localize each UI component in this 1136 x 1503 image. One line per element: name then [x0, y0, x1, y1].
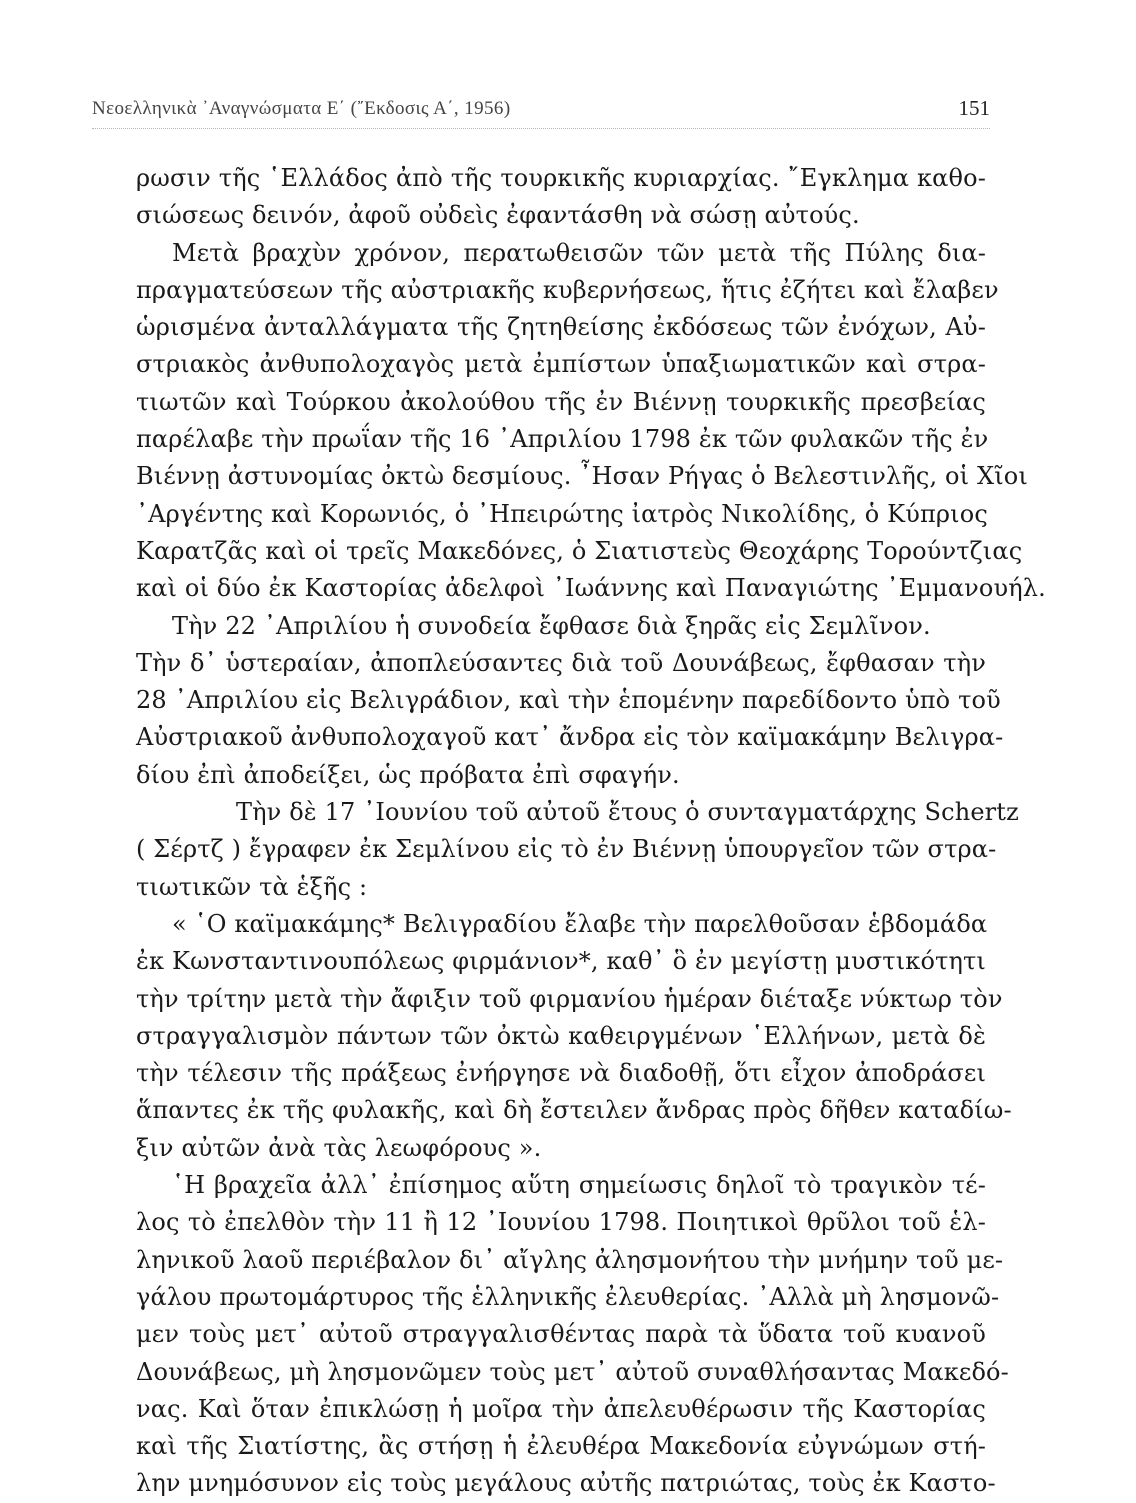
text-line: Καρατζᾶς καὶ οἱ τρεῖς Μακεδόνες, ὁ Σιατιστεὺς Θεοχάρης Τορούντζιας — [136, 536, 1023, 565]
text-line: Τὴν 22 ᾿Απριλίου ἡ συνοδεία ἔφθασε διὰ ξηρᾶς εἰς Σεμλῖνον. — [172, 611, 931, 640]
text-line: ῾Η βραχεῖα ἀλλ᾿ ἐπίσημος αὕτη σημείωσις δηλοῖ τὸ τραγικὸν τέ- — [172, 1171, 986, 1200]
text-line: καὶ οἱ δύο ἐκ Καστορίας ἀδελφοὶ ᾿Ιωάννης καὶ Παναγιώτης ᾿Εμμανουήλ. — [136, 574, 1046, 603]
text-line: 28 ᾿Απριλίου εἰς Βελιγράδιον, καὶ τὴν ἑπομένην παρεδίδοντο ὑπὸ τοῦ — [136, 686, 1001, 715]
text-line: Βιέννῃ ἀστυνομίας ὀκτὼ δεσμίους. ῏Ησαν Ρήγας ὁ Βελεστινλῆς, οἱ Χῖοι — [136, 462, 1028, 491]
running-title: Νεοελληνικὰ ᾿Αναγνώσματα Ε΄ (῎Εκδοσις Α΄, 1956) — [92, 98, 511, 119]
text-line: Δουνάβεως, μὴ λησμονῶμεν τοὺς μετ᾿ αὐτοῦ συναθλήσαντας Μακεδό- — [136, 1357, 1009, 1386]
text-line: τιωτῶν καὶ Τούρκου ἀκολούθου τῆς ἐν Βιέννῃ τουρκικῆς πρεσβείας — [136, 387, 986, 416]
body-text — [136, 160, 1046, 1503]
text-line: τιωτικῶν τὰ ἑξῆς : — [136, 872, 368, 901]
text-line: στραγγαλισμὸν πάντων τῶν ὀκτὼ καθειργμένων ῾Ελλήνων, μετὰ δὲ — [136, 1021, 986, 1050]
text-line: ( Σέρτζ ) ἔγραφεν ἐκ Σεμλίνου εἰς τὸ ἐν Βιέννῃ ὑπουργεῖον τῶν στρα- — [136, 835, 997, 864]
text-line: ᾿Αργέντης καὶ Κορωνιός, ὁ ᾿Ηπειρώτης ἰατρὸς Νικολίδης, ὁ Κύπριος — [136, 499, 988, 528]
text-line: δίου ἐπὶ ἀποδείξει, ὡς πρόβατα ἐπὶ σφαγήν. — [136, 760, 680, 789]
text-line: Τὴν δὲ 17 ᾿Ιουνίου τοῦ αὐτοῦ ἔτους ὁ συνταγματάρχης Schertz — [236, 798, 1019, 827]
text-line: τὴν τρίτην μετὰ τὴν ἄφιξιν τοῦ φιρμανίου ἡμέραν διέταξε νύκτωρ τὸν — [136, 984, 1003, 1013]
text-line: σιώσεως δεινόν, ἀφοῦ οὐδεὶς ἐφαντάσθη νὰ σώσῃ αὐτούς. — [136, 201, 860, 230]
text-line: τὴν τέλεσιν τῆς πράξεως ἐνήργησε νὰ διαδοθῇ, ὅτι εἶχον ἀποδράσει — [136, 1059, 986, 1088]
text-line: Αὐστριακοῦ ἀνθυπολοχαγοῦ κατ᾿ ἄνδρα εἰς τὸν καϊμακάμην Βελιγρα- — [136, 723, 1004, 752]
text-line: ἅπαντες ἐκ τῆς φυλακῆς, καὶ δὴ ἔστειλεν ἄνδρας πρὸς δῆθεν καταδίω- — [136, 1096, 1012, 1125]
text-line: ξιν αὐτῶν ἀνὰ τὰς λεωφόρους ». — [136, 1133, 542, 1162]
text-line: παρέλαβε τὴν πρωΐαν τῆς 16 ᾿Απριλίου 1798 ἐκ τῶν φυλακῶν τῆς ἐν — [136, 425, 989, 454]
text-line: νας. Καὶ ὅταν ἐπικλώσῃ ἡ μοῖρα τὴν ἀπελευθέρωσιν τῆς Καστορίας — [136, 1394, 986, 1423]
running-header — [92, 92, 990, 129]
text-line: « ῾Ο καϊμακάμης* Βελιγραδίου ἔλαβε τὴν παρελθοῦσαν ἑβδομάδα — [172, 909, 988, 938]
text-line: γάλου πρωτομάρτυρος τῆς ἑλληνικῆς ἐλευθερίας. ᾿Αλλὰ μὴ λησμονῶ- — [136, 1282, 1000, 1311]
text-line: ἐκ Κωνσταντινουπόλεως φιρμάνιον*, καθ᾿ ὃ ἐν μεγίστῃ μυστικότητι — [136, 947, 986, 976]
text-line: λην μνημόσυνον εἰς τοὺς μεγάλους αὐτῆς πατριώτας, τοὺς ἐκ Καστο- — [136, 1469, 996, 1498]
text-line: Μετὰ βραχὺν χρόνον, περατωθεισῶν τῶν μετὰ τῆς Πύλης δια- — [172, 238, 986, 267]
text-line: στριακὸς ἀνθυπολοχαγὸς μετὰ ἐμπίστων ὑπαξιωματικῶν καὶ στρα- — [136, 350, 986, 379]
text-line: ὡρισμένα ἀνταλλάγματα τῆς ζητηθείσης ἐκδόσεως τῶν ἐνόχων, Αὐ- — [136, 313, 986, 342]
text-line: Τὴν δ᾿ ὑστεραίαν, ἀποπλεύσαντες διὰ τοῦ Δουνάβεως, ἔφθασαν τὴν — [136, 648, 986, 677]
text-line: καὶ τῆς Σιατίστης, ἂς στήσῃ ἡ ἐλευθέρα Μακεδονία εὐγνώμων στή- — [136, 1432, 986, 1461]
text-line: ρωσιν τῆς ῾Ελλάδος ἀπὸ τῆς τουρκικῆς κυριαρχίας. ῎Εγκλημα καθο- — [136, 164, 986, 192]
text-line: λος τὸ ἐπελθὸν τὴν 11 ἢ 12 ᾿Ιουνίου 1798. Ποιητικοὶ θρῦλοι τοῦ ἑλ- — [136, 1208, 986, 1237]
page-number: 151 — [958, 96, 990, 120]
text-line: πραγματεύσεων τῆς αὐστριακῆς κυβερνήσεως, ἥτις ἐζήτει καὶ ἔλαβεν — [136, 275, 999, 304]
text-line: μεν τοὺς μετ᾿ αὐτοῦ στραγγαλισθέντας παρὰ τὰ ὕδατα τοῦ κυανοῦ — [136, 1320, 986, 1349]
text-line: ληνικοῦ λαοῦ περιέβαλον δι᾿ αἴγλης ἀλησμονήτου τὴν μνήμην τοῦ με- — [136, 1245, 1004, 1274]
